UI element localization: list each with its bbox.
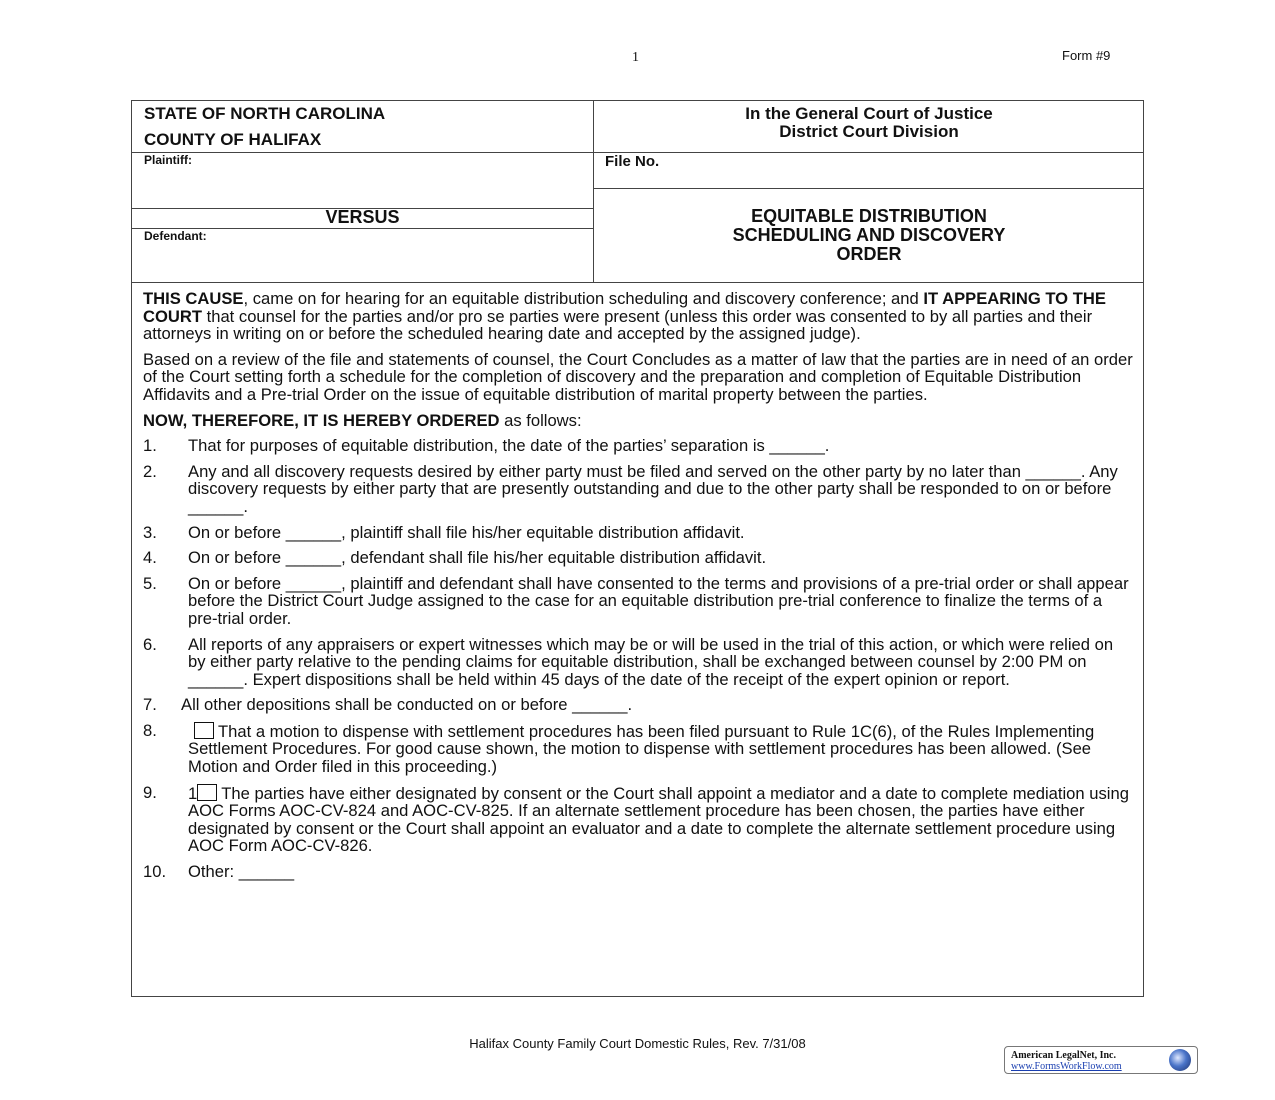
item-text: That a motion to dispense with settlement procedures has been filed pursuant to Rule 1C(6), of the Rules Implementing Settlement Procedures. For good cause shown, the motion to dispense with settlement procedures has been allowed. (See Motion and Order filed in this proceeding.) — [188, 721, 1095, 777]
item-number: 8. — [143, 720, 157, 740]
order-item — [143, 696, 1133, 714]
item-text: The parties have either designated by consent or the Court shall appoint a mediator and a date to complete mediation using AOC Forms AOC-CV-824 and AOC-CV-825. If an alternate settlement procedure has been chosen, the parties have either designated by consent or the Court shall appoint an evaluator and a date to complete the alternate settlement procedure using AOC Form AOC-CV-826. — [188, 783, 1129, 856]
item-number: 4. — [143, 548, 157, 568]
item-text: All other depositions shall be conducted on or before ______. — [181, 695, 633, 715]
this-cause-text: , came on for hearing for an equitable distribution scheduling and discovery conference; and — [243, 289, 924, 308]
order-item — [143, 463, 1133, 516]
paragraph-review: Based on a review of the file and statements of counsel, the Court Concludes as a matter of law that the parties are in need of an order of the Court setting forth a schedule for the completion of discovery and the preparation and completion of Equitable Distribution Affidavits and a Pre-trial Order on the issue of equitable distribution of marital property between the parties. — [143, 349, 1133, 404]
item-text: That for purposes of equitable distribution, the date of the parties’ separation is ______. — [188, 436, 830, 456]
caption-bottom-rule — [131, 282, 1144, 283]
order-item — [143, 863, 1133, 881]
county-label: COUNTY OF HALIFAX — [144, 130, 322, 149]
paragraph-ordered — [143, 412, 1133, 430]
page-number: 1 — [632, 50, 639, 65]
item-number: 1. — [143, 436, 157, 456]
plaintiff-label: Plaintiff: — [144, 153, 192, 167]
order-item — [143, 784, 1133, 855]
versus-label: VERSUS — [325, 207, 400, 227]
publisher-logo[interactable] — [1004, 1046, 1198, 1074]
court-line-2: District Court Division — [779, 122, 959, 141]
this-cause-bold: THIS CAUSE — [143, 289, 244, 308]
order-item — [143, 722, 1133, 776]
appearing-bold: IT APPEARING TO THE COURT — [143, 289, 1106, 326]
item-number: 5. — [143, 573, 157, 593]
item-text: Any and all discovery requests desired by either party must be filed and served on the other party by no later than ______. Any discovery requests by either party that are presently outstanding and due to the other party shall be responded to on or before ______. — [188, 461, 1118, 516]
order-item — [143, 575, 1133, 628]
ordered-text: as follows: — [499, 410, 582, 430]
item-text: Other: ______ — [188, 862, 295, 882]
item-text: On or before ______, defendant shall file his/her equitable distribution affidavit. — [188, 548, 767, 568]
item-number: 10. — [143, 862, 167, 882]
appearing-text: that counsel for the parties and/or pro se parties were present (unless this order was consented to by all parties and their attorneys in writing on or before the scheduled hearing date and accepted by the assigned judge). — [143, 306, 1093, 344]
item-number: 9. — [143, 782, 157, 802]
item-number: 2. — [143, 461, 157, 481]
form-number: Form #9 — [1062, 48, 1111, 63]
dispense-settlement-checkbox[interactable] — [194, 722, 214, 739]
item-text-wrapper — [188, 722, 1133, 776]
footer-rules: Halifax County Family Court Domestic Rules, Rev. 7/31/08 — [469, 1036, 806, 1051]
state-label: STATE OF NORTH CAROLINA — [144, 104, 386, 123]
order-item — [143, 549, 1133, 567]
file-no-rule — [594, 188, 1144, 189]
order-title-line-2: SCHEDULING AND DISCOVERY — [732, 225, 1006, 245]
mediation-checkbox[interactable] — [197, 784, 217, 801]
order-item — [143, 636, 1133, 689]
globe-icon — [1169, 1049, 1191, 1071]
logo-company: American LegalNet, Inc. — [1011, 1050, 1116, 1061]
item-text: On or before ______, plaintiff shall file his/her equitable distribution affidavit. — [188, 522, 745, 542]
item-number: 6. — [143, 634, 157, 654]
order-title-line-3: ORDER — [836, 244, 902, 264]
item-text: All reports of any appraisers or expert witnesses which may be or will be used in the trial of this action, or which were relied on by either party relative to the pending claims for equitable distribution, shall be exchanged between counsel by 2:00 PM on ______. Expert dispositions shall be held within 45 days of the date of the receipt of the expert opinion or report. — [188, 634, 1114, 689]
item-text: On or before ______, plaintiff and defendant shall have consented to the terms and provisions of a pre-trial order or shall appear before the District Court Judge assigned to the case for an equitable distribution pre-trial conference to finalize the terms of a pre-trial order. — [188, 573, 1129, 628]
ordered-bold: NOW, THEREFORE, IT IS HEREBY ORDERED — [143, 410, 500, 430]
order-item — [143, 437, 1133, 455]
order-title-line-1: EQUITABLE DISTRIBUTION — [751, 206, 987, 226]
defendant-label: Defendant: — [144, 229, 207, 243]
order-body — [143, 290, 1133, 889]
court-line-1: In the General Court of Justice — [745, 104, 993, 123]
item-text-wrapper — [188, 784, 1133, 855]
item-number: 7. — [143, 695, 157, 715]
order-item — [143, 524, 1133, 542]
paragraph-this-cause — [143, 290, 1133, 343]
logo-link[interactable]: www.FormsWorkFlow.com — [1011, 1061, 1122, 1072]
item-number: 3. — [143, 522, 157, 542]
file-no-label: File No. — [605, 153, 660, 170]
item-prefix-mark: 1 — [188, 783, 198, 803]
